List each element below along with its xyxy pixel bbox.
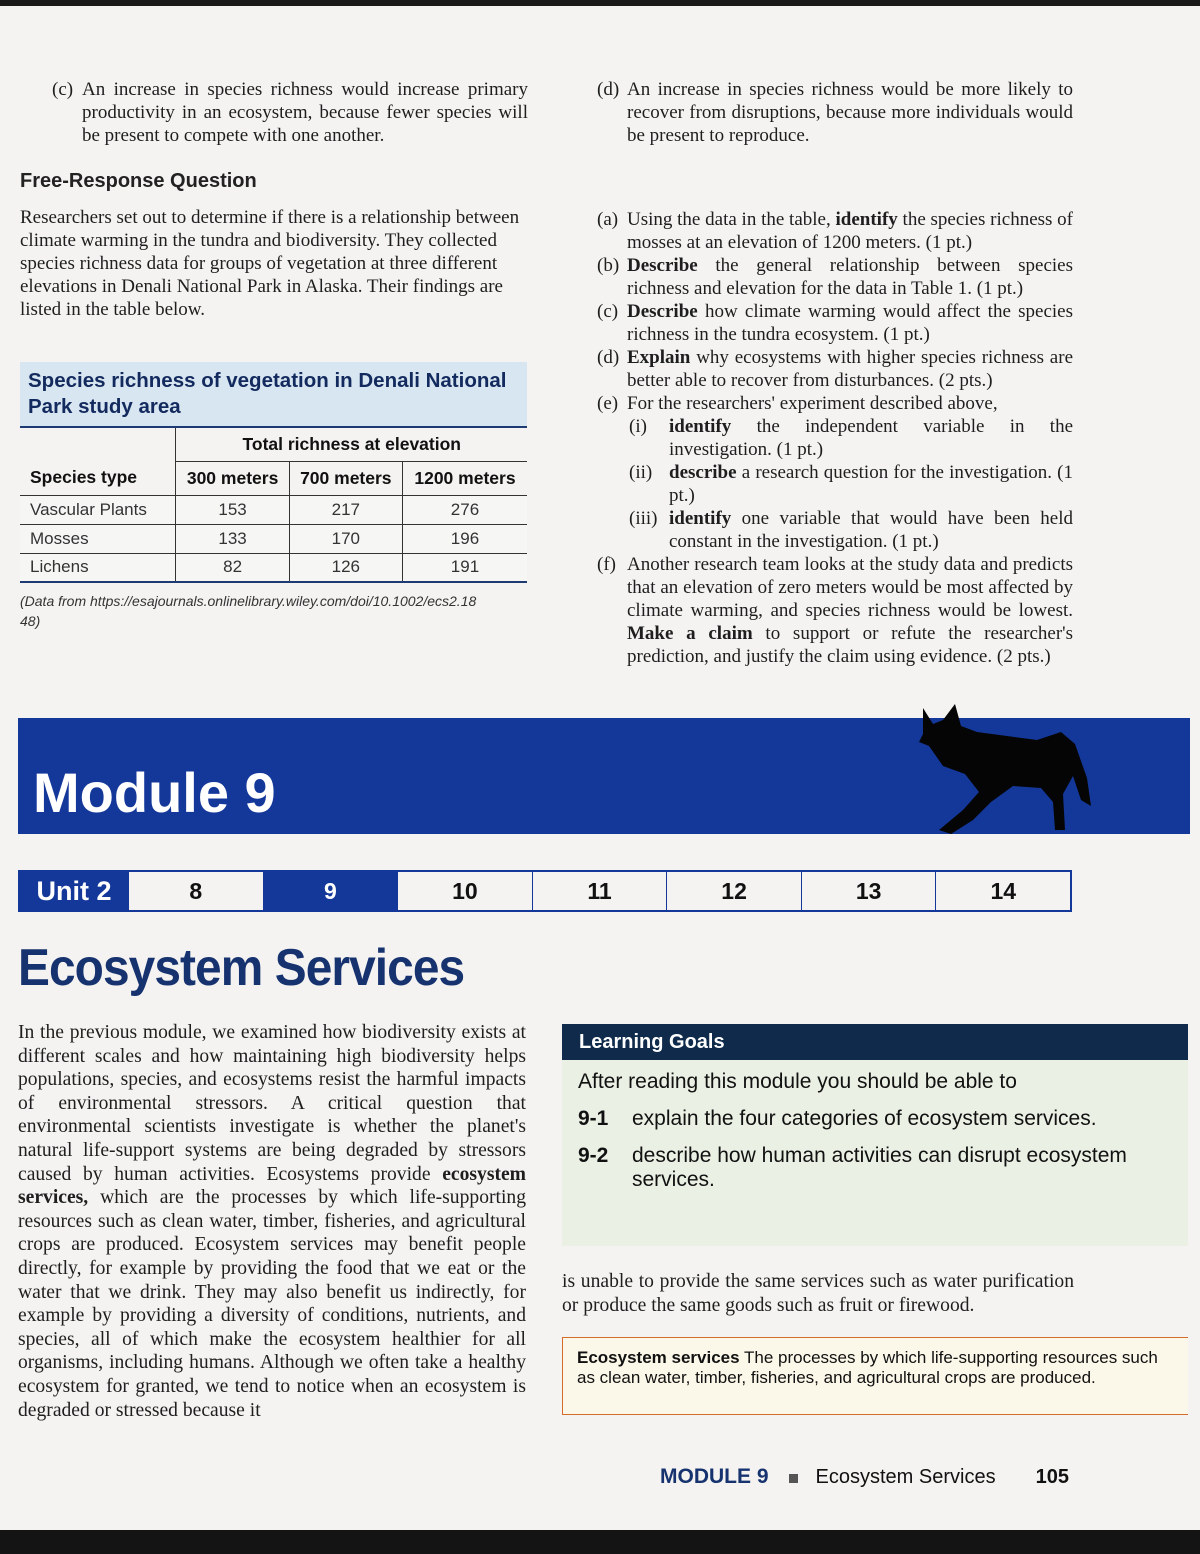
table-col-300: 300 meters — [176, 461, 289, 495]
definition-box — [562, 1337, 1188, 1415]
scan-edge-bottom — [0, 1530, 1200, 1554]
table-source: (Data from https://esajournals.onlinelibrary.wiley.com/doi/10.1002/ecs2.1848) — [20, 593, 477, 629]
module-tab-13[interactable]: 13 — [801, 872, 936, 910]
chapter-title: Ecosystem Services — [18, 939, 465, 997]
footer-separator — [789, 1474, 798, 1483]
footer-module: MODULE 9 — [660, 1465, 769, 1488]
module-tab-12[interactable]: 12 — [666, 872, 801, 910]
richness-table-block — [20, 362, 527, 631]
definition-text: The processes by which life-supporting resources such as clean water, timber, fisheries, and agricultural crops are produced. — [577, 1348, 1158, 1387]
module-tab-14[interactable]: 14 — [935, 872, 1070, 910]
module-tab-8[interactable]: 8 — [128, 872, 263, 910]
frq-part-f: (f) Another research team looks at the study data and predicts that an elevation of zero meters would be most affected by climate warming, and species richness would be lowest. Make a claim to support or refute the researcher's prediction, and justify the claim using evidence. (2 pts.) — [597, 554, 1073, 667]
table-col-700: 700 meters — [289, 461, 402, 495]
module-tab-9[interactable]: 9 — [263, 872, 398, 910]
page-number: 105 — [1035, 1466, 1069, 1488]
learning-goal-item: 9-1 explain the four categories of ecosystem services. — [578, 1107, 1097, 1130]
unit-label[interactable]: Unit 2 — [20, 872, 128, 910]
module-tab-11[interactable]: 11 — [532, 872, 667, 910]
table-title: Species richness of vegetation in Denali National Park study area — [20, 362, 527, 426]
frq-intro: Researchers set out to determine if there is a relationship between climate warming in the tundra and biodiversity. They collected species richness data for groups of vegetation at three different elevations in Denali National Park in Alaska. Their findings are listed in the table below. — [20, 207, 520, 320]
table-col-species: Species type — [20, 461, 176, 495]
frq-part-e-i: (i) identify the independent variable in the investigation. (1 pt.) — [629, 416, 1073, 460]
definition-term: Ecosystem services — [577, 1348, 740, 1367]
frq-part-e: (e) For the researchers' experiment described above, (i) identify the independent variable in the investigation. (1 pt.) (ii) describe a research question for the investigation. (1 pt.) (iii) identify one variable that would have been held constant in the investigation. (1 pt.) — [597, 393, 1074, 552]
module-tab-10[interactable]: 10 — [397, 872, 532, 910]
frq-questions — [597, 208, 1073, 668]
table-row: Lichens 82 126 191 — [20, 553, 527, 582]
body-continuation: is unable to provide the same services such as water purification or produce the same goods such as fruit or firewood. — [562, 1271, 1074, 1316]
frq-part-c: (c) Describe how climate warming would affect the species richness in the tundra ecosystem. (1 pt.) — [597, 301, 1073, 345]
table-row: Vascular Plants 153 217 276 — [20, 495, 527, 524]
frq-part-e-ii: (ii) describe a research question for the investigation. (1 pt.) — [629, 462, 1074, 506]
footer-title: Ecosystem Services — [815, 1466, 996, 1488]
frq-part-b: (b) Describe the general relationship between species richness and elevation for the data in Table 1. (1 pt.) — [597, 255, 1073, 299]
scan-edge-top — [0, 0, 1200, 6]
table-col-1200: 1200 meters — [402, 461, 527, 495]
frq-part-a: (a) Using the data in the table, identify the species richness of mosses at an elevation of 1200 meters. (1 pt.) — [597, 209, 1073, 253]
table-group-header: Total richness at elevation — [176, 427, 527, 461]
learning-goal-item: 9-2 describe how human activities can disrupt ecosystem services. — [578, 1144, 1127, 1191]
frq-heading: Free-Response Question — [20, 170, 257, 192]
frq-part-d: (d) Explain why ecosystems with higher species richness are better able to recover from disturbances. (2 pts.) — [597, 347, 1074, 391]
unit-nav — [18, 870, 1072, 912]
coyote-silhouette-icon — [915, 702, 1095, 836]
page-footer — [660, 1465, 1069, 1489]
body-paragraph: In the previous module, we examined how biodiversity exists at different scales and how maintaining high biodiversity helps populations, species, and ecosystems resist the harmful impacts of environmental stressors. A critical question that environmental scientists investigate is whether the planet's natural life-support systems are being degraded by stressors caused by human activities. Ecosystems provide ecosystem services, which are the processes by which life-supporting resources such as clean water, timber, fisheries, and agricultural crops are produced. Ecosystem services may benefit people directly, for example by providing the food that we eat or the water that we drink. They may also benefit us indirectly, for example by providing a diversity of conditions, nutrients, and species, all of which make the ecosystem healthier for all organisms, including humans. Although we often take a healthy ecosystem for granted, we tend to notice when an ecosystem is degraded or stressed because it — [18, 1022, 526, 1421]
frq-part-e-iii: (iii) identify one variable that would have been held constant in the investigation. (1 pt.) — [629, 508, 1074, 552]
richness-table — [20, 426, 527, 583]
module-title: Module 9 — [33, 761, 276, 824]
learning-goals-heading: Learning Goals — [562, 1024, 1188, 1060]
learning-goals-lead: After reading this module you should be able to — [578, 1070, 1017, 1093]
mc-option-d: (d) An increase in species richness would be more likely to recover from disruptions, because more individuals would be present to reproduce. — [597, 79, 1073, 146]
table-row: Mosses 133 170 196 — [20, 524, 527, 553]
mc-option-c: (c) An increase in species richness would increase primary productivity in an ecosystem, because fewer species will be present to compete with one another. — [52, 79, 528, 146]
learning-goals — [562, 1024, 1188, 1246]
